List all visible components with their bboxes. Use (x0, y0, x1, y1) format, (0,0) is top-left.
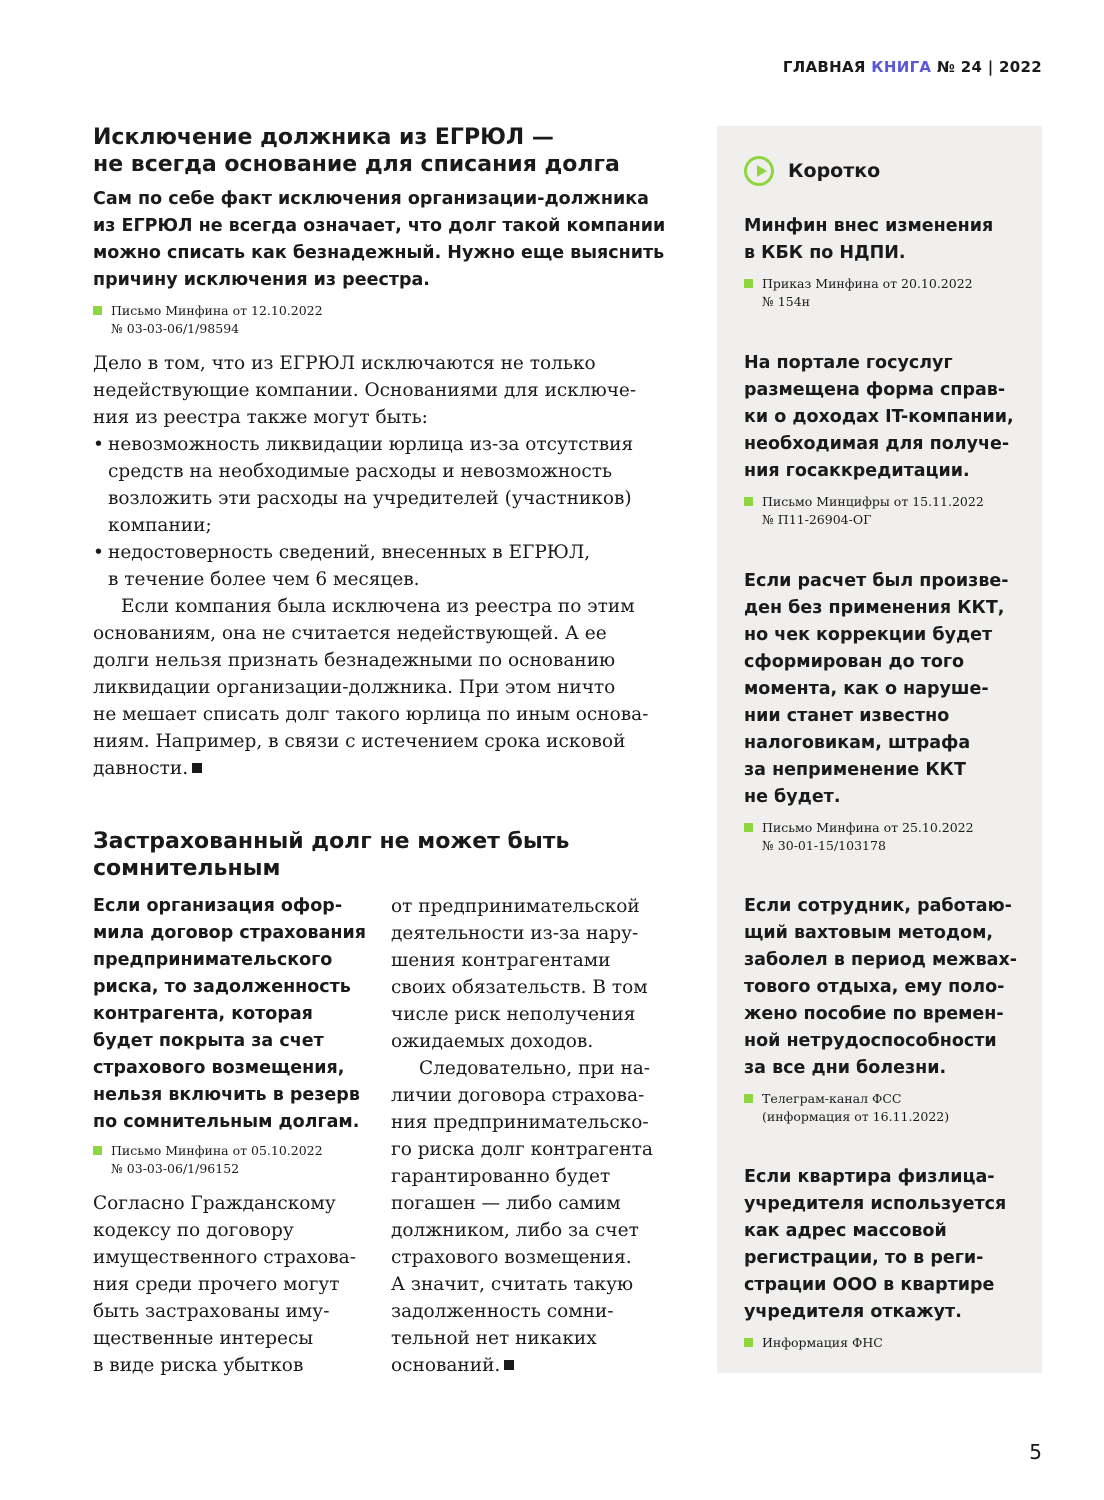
green-square-icon (744, 279, 753, 288)
news-reference: Информация ФНС (744, 1334, 1029, 1352)
play-icon (744, 156, 774, 186)
news-item: Если квартира физлица- учредителя используется как адрес массовой регистрации, то в реги- страции ООО в квартире учредителя откажут. Информация ФНС (744, 1164, 1029, 1352)
sidebar-briefly (717, 126, 1042, 1373)
article-1-reference: Письмо Минфина от 12.10.2022 № 03-03-06/1/98594 (93, 302, 673, 338)
news-item: Минфин внес изменения в КБК по НДПИ. Приказ Минфина от 20.10.2022 № 154н (744, 213, 1029, 311)
bullet-icon: • (93, 434, 104, 455)
news-reference: Письмо Минфина от 25.10.2022 № 30-01-15/103178 (744, 819, 1029, 855)
news-item: На портале госуслуг размещена форма справ- ки о доходах IT-компании, необходимая для получе- ния госаккредитации. Письмо Минцифры от 15.11.2022 № П11-26904-ОГ (744, 350, 1029, 529)
end-of-article-icon (192, 763, 202, 773)
sidebar-header (744, 156, 880, 186)
list-item: • недостоверность сведений, внесенных в ЕГРЮЛ, в течение более чем 6 месяцев. (93, 539, 673, 593)
news-reference: Телеграм-канал ФСС (информация от 16.11.2022) (744, 1090, 1029, 1126)
article-1-title: Исключение должника из ЕГРЮЛ — не всегда основание для списания долга (93, 125, 620, 177)
green-square-icon (93, 1146, 102, 1155)
news-reference: Приказ Минфина от 20.10.2022 № 154н (744, 275, 1029, 311)
article-1 (93, 124, 673, 782)
article-2-column-2 (391, 893, 691, 1379)
article-2-col2-text-b: Следовательно, при на- личии договора страхова- ния предпринимательско- го риска долг контрагента гарантированно будет погашен — либо самим должником, либо за счет страхового возмещения. А значит, считать такую задолженность сомни- тельной нет никаких оснований. (391, 1058, 653, 1376)
green-square-icon (744, 823, 753, 832)
article-2-title: Застрахованный долг не может быть сомнительным (93, 829, 570, 881)
news-item: Если расчет был произве- ден без применения ККТ, но чек коррекции будет сформирован до того момента, как о наруше- нии станет известно налоговикам, штрафа за неприменение ККТ не будет. Письмо Минфина от 25.10.2022 № 30-01-15/103178 (744, 568, 1029, 855)
green-square-icon (744, 497, 753, 506)
magazine-name-part1: ГЛАВНАЯ (782, 58, 866, 76)
article-1-bullet-list (93, 431, 673, 593)
green-square-icon (744, 1094, 753, 1103)
sidebar-title: Коротко (788, 160, 881, 182)
article-2-column-1 (93, 893, 378, 1379)
green-square-icon (93, 306, 102, 315)
article-2-col1-text: Согласно Гражданскому кодексу по договору имущественного страхова- ния среди прочего могут быть застрахованы иму- щественные интересы в виде риска убытков (93, 1193, 356, 1376)
article-1-intro: Дело в том, что из ЕГРЮЛ исключаются не только недействующие компании. Основаниями для исключе- ния из реестра также могут быть: (93, 353, 637, 428)
article-2-reference: Письмо Минфина от 05.10.2022 № 03-03-06/1/96152 (93, 1142, 378, 1178)
page-number: 5 (1029, 1440, 1042, 1464)
article-1-lead: Сам по себе факт исключения организации-должника из ЕГРЮЛ не всегда означает, что долг такой компании можно списать как безнадежный. Нужно еще выяснить причину исключения из реестра. (93, 189, 666, 290)
bullet-icon: • (93, 542, 104, 563)
article-1-paragraph: Если компания была исключена из реестра по этим основаниям, она не считается недействующей. А ее долги нельзя признать безнадежными по основанию ликвидации организации-должника. При этом ничто не мешает списать долг такого юрлица по иным основа- ниям. Например, в связи с истечением срока исковой давности. (93, 596, 649, 779)
magazine-name-part2: КНИГА (871, 58, 932, 76)
green-square-icon (744, 1338, 753, 1347)
article-2 (93, 828, 673, 882)
issue-number: № 24 | 2022 (936, 58, 1042, 76)
news-reference: Письмо Минцифры от 15.11.2022 № П11-26904-ОГ (744, 493, 1029, 529)
list-item: • невозможность ликвидации юрлица из-за отсутствия средств на необходимые расходы и невозможность возложить эти расходы на учредителей (участников) компании; (93, 431, 673, 539)
news-item: Если сотрудник, работаю- щий вахтовым методом, заболел в период межвах- тового отдыха, ему поло- жено пособие по времен- ной нетрудоспособности за все дни болезни. Телеграм-канал ФСС (информация от 16.11.2022) (744, 893, 1029, 1126)
article-2-col2-text-a: от предпринимательской деятельности из-за нару- шения контрагентами своих обязательств. В том числе риск неполучения ожидаемых доходов. (391, 896, 648, 1052)
running-header (783, 58, 1042, 76)
article-2-lead: Если организация офор- мила договор страхования предпринимательского риска, то задолженность контрагента, которая будет покрыта за счет страхового возмещения, нельзя включить в резерв по сомнительным долгам. (93, 896, 366, 1132)
end-of-article-icon (504, 1360, 514, 1370)
